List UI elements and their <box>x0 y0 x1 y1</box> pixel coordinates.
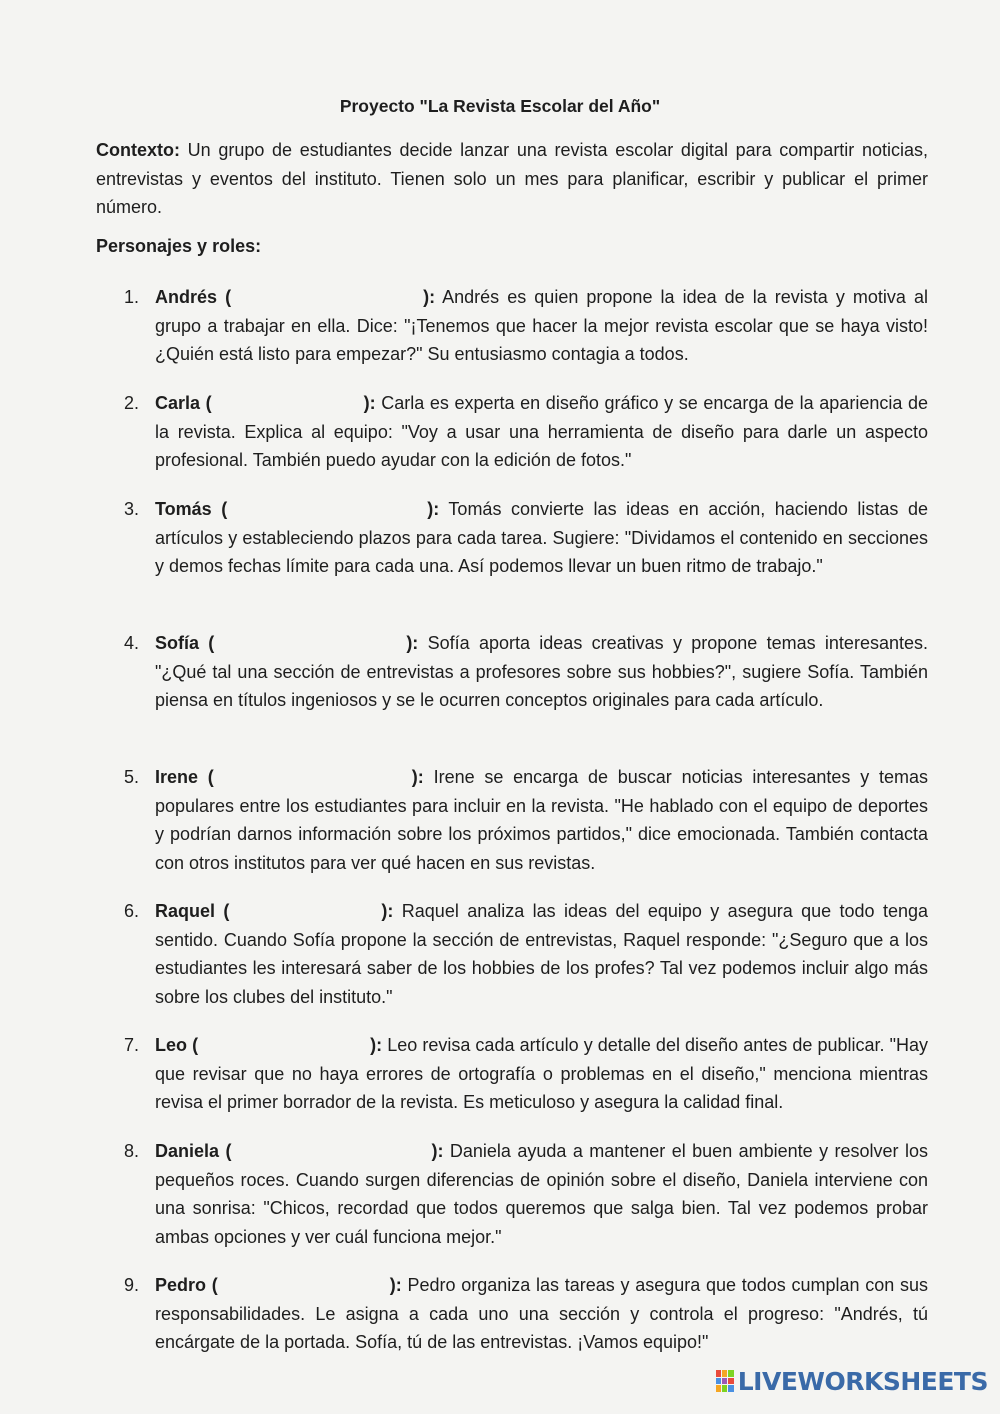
role-item-pedro <box>124 1271 928 1357</box>
role-answer-input-daniela[interactable] <box>231 1141 431 1163</box>
role-name: Daniela ( <box>155 1141 232 1161</box>
role-name: Carla ( <box>155 393 212 413</box>
role-description: Carla es experta en diseño gráfico y se encarga de la apariencia de la revista. Explica al equipo: "Voy a usar una herramienta de diseño para darle un aspecto profesional. También puedo ayudar con la edición de fotos." <box>155 393 928 470</box>
role-name: Irene ( <box>155 767 214 787</box>
liveworksheets-logo <box>716 1366 988 1396</box>
role-answer-input-sofia[interactable] <box>214 633 406 655</box>
role-description: Daniela ayuda a mantener el buen ambiente y resolver los pequeños roces. Cuando surgen diferencias de opinión sobre el diseño, Daniela interviene con una sonrisa: "Chicos, recordad que todos queremos que salga bien. Tal vez podemos probar ambas opciones y ver cuál funciona mejor." <box>155 1141 928 1247</box>
role-description: Raquel analiza las ideas del equipo y asegura que todo tenga sentido. Cuando Sofía propone la sección de entrevistas, Raquel responde: "¿Seguro que a los estudiantes les interesará saber de los hobbies de los profes? Tal vez podemos incluir algo más sobre los clubes del instituto." <box>155 901 928 1007</box>
role-close: ): <box>406 633 419 653</box>
role-answer-input-tomas[interactable] <box>227 499 427 521</box>
role-item-tomas <box>124 495 928 581</box>
role-close: ): <box>363 393 376 413</box>
role-number: 2. <box>124 393 140 413</box>
role-close: ): <box>381 901 394 921</box>
role-name: Tomás ( <box>155 499 228 519</box>
role-answer-input-raquel[interactable] <box>229 901 381 923</box>
role-description: Pedro organiza las tareas y asegura que todos cumplan con sus responsabilidades. Le asigna a cada uno una sección y controla el progreso: "Andrés, tú encárgate de la portada. Sofía, tú de las entrevistas. ¡Vamos equipo!" <box>155 1275 928 1352</box>
role-item-sofia <box>124 629 928 715</box>
role-item-carla <box>124 389 928 475</box>
context-text: Un grupo de estudiantes decide lanzar una revista escolar digital para compartir noticias, entrevistas y eventos del instituto. Tienen solo un mes para planificar, escribir y publicar el primer número. <box>96 140 928 217</box>
role-close: ): <box>427 499 440 519</box>
role-answer-input-andres[interactable] <box>231 287 423 309</box>
role-description: Tomás convierte las ideas en acción, haciendo listas de artículos y estableciendo plazos para cada tarea. Sugiere: "Dividamos el contenido en secciones y demos fechas límite para cada una. Así podemos llevar un buen ritmo de trabajo." <box>155 499 928 576</box>
role-item-daniela <box>124 1137 928 1251</box>
role-description: Irene se encarga de buscar noticias interesantes y temas populares entre los estudiantes para incluir en la revista. "He hablado con el equipo de deportes y podrían darnos información sobre los próximos partidos," dice emocionada. También contacta con otros institutos para ver qué hacen en sus revistas. <box>155 767 928 873</box>
role-description: Andrés es quien propone la idea de la revista y motiva al grupo a trabajar en ella. Dice: "¡Tenemos que hacer la mejor revista escolar que se haya visto! ¿Quién está listo para empezar?" Su entusiasmo contagia a todos. <box>155 287 929 364</box>
role-number: 6. <box>124 901 140 921</box>
role-name: Leo ( <box>155 1035 199 1055</box>
role-close: ): <box>431 1141 444 1161</box>
liveworksheets-logo-text: LIVEWORKSHEETS <box>737 1366 988 1396</box>
role-description: Leo revisa cada artículo y detalle del diseño antes de publicar. "Hay que revisar que no haya errores de ortografía o problemas en el diseño," menciona mientras revisa el primer borrador de la revista. Es meticuloso y asegura la calidad final. <box>155 1035 928 1112</box>
role-name: Pedro ( <box>155 1275 218 1295</box>
role-item-leo <box>124 1031 928 1117</box>
role-name: Andrés ( <box>155 287 232 307</box>
role-number: 7. <box>124 1035 140 1055</box>
role-close: ): <box>411 767 424 787</box>
role-name: Raquel ( <box>155 901 230 921</box>
role-description: Sofía aporta ideas creativas y propone temas interesantes. "¿Qué tal una sección de entrevistas a profesores sobre sus hobbies?", sugiere Sofía. También piensa en títulos ingeniosos y se le ocurren conceptos originales para cada artículo. <box>155 633 928 710</box>
role-answer-input-carla[interactable] <box>212 393 364 415</box>
role-item-andres <box>124 283 929 369</box>
role-close: ): <box>370 1035 383 1055</box>
role-name: Sofía ( <box>155 633 215 653</box>
page-title: Proyecto "La Revista Escolar del Año" <box>339 96 661 116</box>
role-answer-input-leo[interactable] <box>198 1035 370 1057</box>
role-number: 8. <box>124 1141 140 1161</box>
context-paragraph <box>96 136 928 222</box>
role-number: 5. <box>124 767 140 787</box>
role-item-irene <box>124 763 928 877</box>
role-number: 9. <box>124 1275 140 1295</box>
role-close: ): <box>389 1275 402 1295</box>
role-number: 1. <box>124 287 140 307</box>
role-number: 3. <box>124 499 140 519</box>
context-label: Contexto: <box>96 140 180 160</box>
role-answer-input-irene[interactable] <box>214 767 412 789</box>
role-number: 4. <box>124 633 140 653</box>
role-answer-input-pedro[interactable] <box>218 1275 390 1297</box>
liveworksheets-mark-icon <box>716 1370 734 1392</box>
roles-heading: Personajes y roles: <box>96 236 262 256</box>
role-item-raquel <box>124 897 928 1011</box>
role-close: ): <box>423 287 436 307</box>
